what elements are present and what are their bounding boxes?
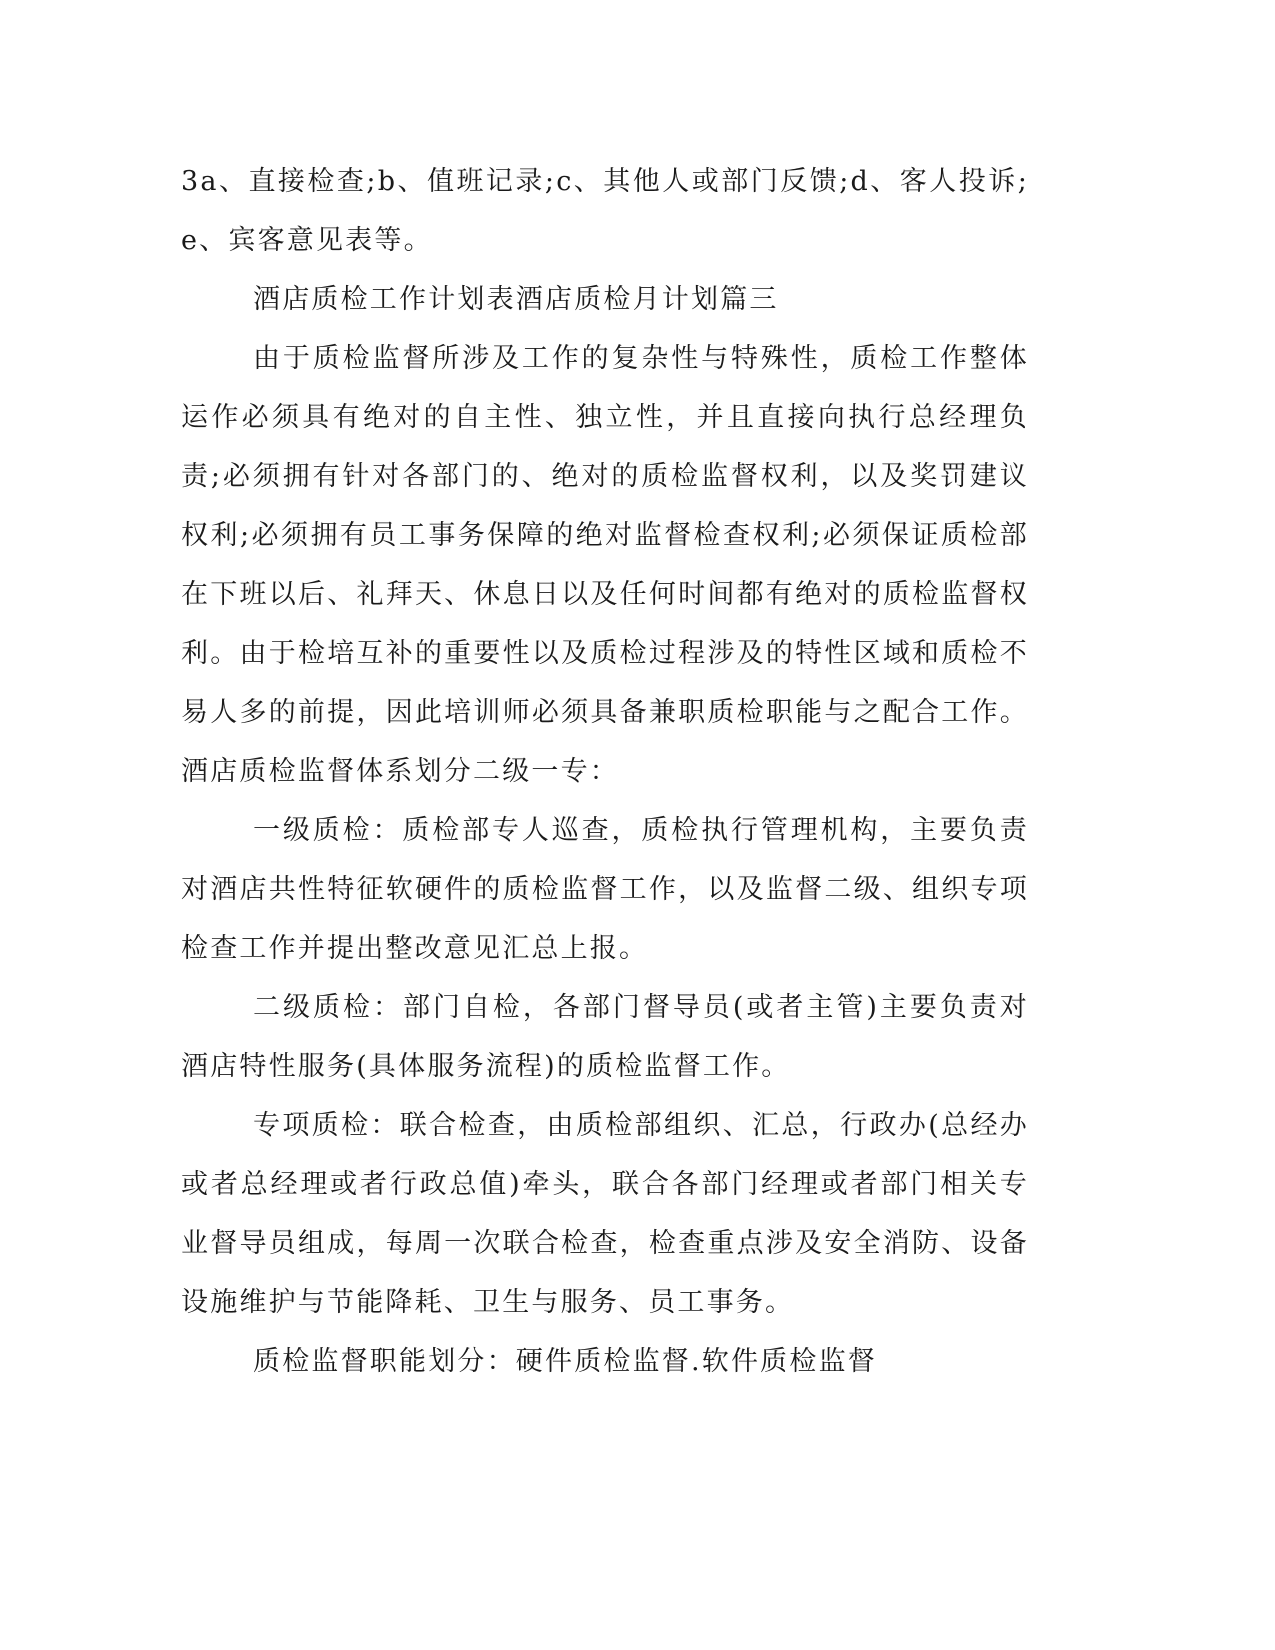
paragraph-special-qc: 专项质检：联合检查，由质检部组织、汇总，行政办(总经办或者总经理或者行政总值)牵头，联合各部门经理或者部门相关专业督导员组成，每周一次联合检查，检查重点涉及安全消防、设备设施维护与节能降耗、卫生与服务、员工事务。: [181, 1110, 1029, 1318]
section-heading: 酒店质检工作计划表酒店质检月计划篇三: [253, 284, 779, 315]
paragraph-qc-authority: 由于质检监督所涉及工作的复杂性与特殊性，质检工作整体运作必须具有绝对的自主性、独立性，并且直接向执行总经理负责;必须拥有针对各部门的、绝对的质检监督权利，以及奖罚建议权利;必须拥有员工事务保障的绝对监督检查权利;必须保证质检部在下班以后、礼拜天、休息日以及任何时间都有绝对的质检监督权利。由于检培互补的重要性以及质检过程涉及的特性区域和质检不易人多的前提，因此培训师必须具备兼职质检职能与之配合工作。酒店质检监督体系划分二级一专：: [181, 343, 1029, 787]
paragraph-qc-division: 质检监督职能划分：硬件质检监督.软件质检监督: [253, 1346, 877, 1377]
document-body: [181, 152, 1029, 1391]
paragraph-level-two-qc: 二级质检：部门自检，各部门督导员(或者主管)主要负责对酒店特性服务(具体服务流程)的质检监督工作。: [181, 992, 1029, 1082]
paragraph-level-one-qc: 一级质检：质检部专人巡查，质检执行管理机构，主要负责对酒店共性特征软硬件的质检监督工作，以及监督二级、组织专项检查工作并提出整改意见汇总上报。: [181, 815, 1029, 964]
paragraph-evidence-sources: 3a、直接检查;b、值班记录;c、其他人或部门反馈;d、客人投诉;e、宾客意见表等。: [181, 166, 1029, 256]
